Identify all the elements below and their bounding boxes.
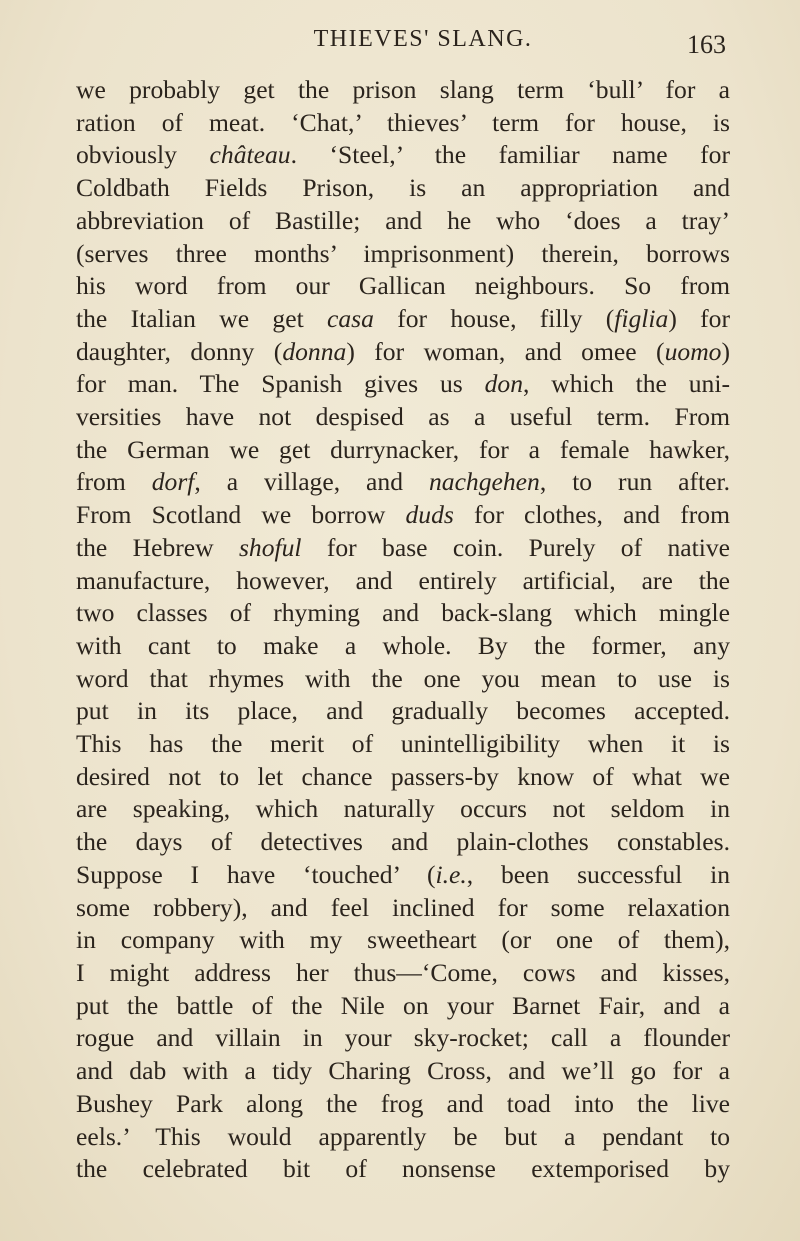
text-line: Bushey Park along the frog and toad into the live <box>76 1088 730 1118</box>
text-line: for man. The Spanish gives us don, which the uni- <box>76 369 730 399</box>
text-line: put the battle of the Nile on your Barnet Fair, and a <box>76 990 730 1020</box>
text-line: in company with my sweetheart (or one of them), <box>76 925 730 955</box>
body-paragraph <box>76 74 730 1186</box>
text-line: (serves three months’ imprisonment) therein, borrows <box>76 238 730 268</box>
page-number: 163 <box>687 30 726 59</box>
text-line: From Scotland we borrow duds for clothes, and from <box>76 500 730 530</box>
text-line: we probably get the prison slang term ‘bull’ for a <box>76 75 730 104</box>
text-line: versities have not despised as a useful term. From <box>76 402 730 432</box>
text-line: from dorf, a village, and nachgehen, to run after. <box>76 467 730 497</box>
text-line: abbreviation of Bastille; and he who ‘does a tray’ <box>76 205 730 235</box>
text-line: the Hebrew shoful for base coin. Purely of native <box>76 532 730 562</box>
text-line: desired not to let chance passers-by know of what we <box>76 761 730 791</box>
text-line: his word from our Gallican neighbours. So from <box>76 271 730 301</box>
text-line: with cant to make a whole. By the former, any <box>76 630 730 660</box>
text-line: the German we get durrynacker, for a female hawker, <box>76 434 730 464</box>
text-line: rogue and villain in your sky-rocket; call a flounder <box>76 1023 730 1053</box>
text-line: daughter, donny (donna) for woman, and omee (uomo) <box>76 336 730 366</box>
text-line: two classes of rhyming and back-slang which mingle <box>76 598 730 628</box>
text-line: are speaking, which naturally occurs not seldom in <box>76 794 730 824</box>
text-line: word that rhymes with the one you mean to use is <box>76 663 730 693</box>
text-line: the celebrated bit of nonsense extemporised by <box>76 1154 730 1184</box>
text-line: I might address her thus—‘Come, cows and kisses, <box>76 957 730 987</box>
text-line: the Italian we get casa for house, filly (figlia) for <box>76 303 730 333</box>
text-line: some robbery), and feel inclined for some relaxation <box>76 892 730 922</box>
running-title: THIEVES' SLANG. <box>313 26 533 52</box>
text-line: Coldbath Fields Prison, is an appropriation and <box>76 173 730 203</box>
text-line: the days of detectives and plain-clothes constables. <box>76 827 730 857</box>
text-line: Suppose I have ‘touched’ (i.e., been successful in <box>76 859 730 889</box>
text-line: This has the merit of unintelligibility when it is <box>76 729 730 759</box>
running-header <box>76 0 730 60</box>
text-line: eels.’ This would apparently be but a pendant to <box>76 1121 730 1151</box>
text-line: manufacture, however, and entirely artificial, are the <box>76 565 730 595</box>
text-line: obviously château. ‘Steel,’ the familiar name for <box>76 140 730 170</box>
text-line: ration of meat. ‘Chat,’ thieves’ term for house, is <box>76 107 730 137</box>
text-line: put in its place, and gradually becomes accepted. <box>76 696 730 726</box>
text-line: and dab with a tidy Charing Cross, and we’ll go for a <box>76 1056 730 1086</box>
